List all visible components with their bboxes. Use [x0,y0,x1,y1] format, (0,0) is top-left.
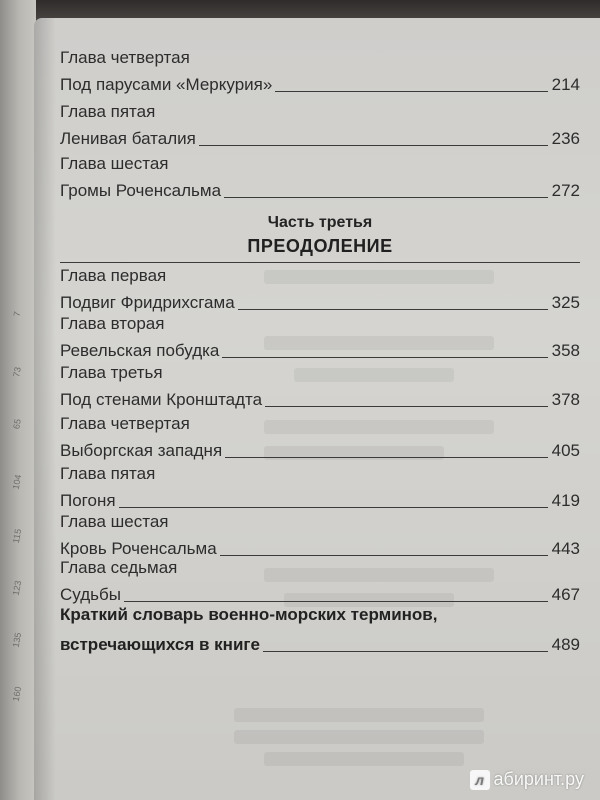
toc-title-line [60,488,580,512]
chapter-number: Глава четвертая [60,48,190,67]
toc-entry[interactable] [60,48,580,100]
toc-entry[interactable] [60,512,580,564]
toc-entry[interactable] [60,558,580,610]
page-number: 325 [551,293,580,312]
dot-leader [225,456,547,458]
toc-title-line [60,338,580,362]
labirint-logo-icon: л [470,770,490,790]
dot-leader [222,356,547,358]
chapter-number: Глава седьмая [60,558,178,577]
book-page [34,18,600,800]
chapter-title: Под парусами «Меркурия» [60,75,273,94]
margin-number: 123 [10,579,24,597]
margin-number: 65 [11,418,23,430]
toc-title-line [60,582,580,606]
glossary-title-line1: Краткий словарь военно-морских терминов, [60,605,438,624]
dot-leader [275,90,547,92]
part-label: Часть третья [267,214,373,231]
previous-page-margin-numbers [0,0,36,800]
toc-title-line [60,536,580,560]
margin-number: 104 [10,473,24,491]
toc-title-line [60,387,580,411]
chapter-title: Судьбы [60,585,121,604]
margin-number: 7 [11,310,23,318]
glossary-title-line2: встречающихся в книге [60,635,260,654]
toc-title-line [60,178,580,202]
page-number: 272 [551,181,580,200]
toc-entry[interactable] [60,363,580,415]
chapter-number: Глава пятая [60,102,156,121]
toc-entry[interactable] [60,266,580,318]
margin-number: 135 [10,631,24,649]
chapter-number: Глава шестая [60,512,169,531]
toc-title-line [60,290,580,314]
watermark-text: абиринт.ру [493,769,584,789]
toc-entry[interactable] [60,464,580,516]
chapter-title: Погоня [60,491,116,510]
table-of-contents [60,18,580,800]
page-gutter-shadow [34,18,56,800]
chapter-number: Глава шестая [60,154,169,173]
page-number: 405 [551,441,580,460]
dot-leader [119,506,548,508]
page-number: 419 [551,491,580,510]
dot-leader [124,600,548,602]
toc-title-line [60,630,580,656]
page-number: 467 [551,585,580,604]
chapter-title: Выборгская западня [60,441,223,460]
toc-entry[interactable] [60,314,580,366]
dot-leader [238,308,548,310]
dot-leader [220,554,548,556]
margin-number: 115 [10,528,24,544]
page-number: 358 [551,341,580,360]
dot-leader [263,650,548,652]
chapter-number: Глава первая [60,266,167,285]
page-number: 443 [551,539,580,558]
margin-number: 73 [11,366,23,378]
toc-entry-glossary[interactable] [60,604,580,674]
toc-entry[interactable] [60,414,580,466]
chapter-title: Ленивая баталия [60,129,196,148]
chapter-title: Подвиг Фридрихсгама [60,293,235,312]
toc-title-line [60,126,580,150]
toc-entry[interactable] [60,154,580,206]
toc-title-line [60,72,580,96]
chapter-number: Глава пятая [60,464,156,483]
dot-leader [265,405,548,407]
part-divider [60,262,580,263]
page-number: 214 [551,75,580,94]
toc-entry[interactable] [60,102,580,154]
chapter-title: Громы Роченсальма [60,181,222,200]
margin-number: 160 [10,685,24,703]
chapter-title: Под стенами Кронштадта [60,390,263,409]
page-number: 236 [551,129,580,148]
dot-leader [199,144,548,146]
chapter-number: Глава четвертая [60,414,190,433]
chapter-title: Ревельская побудка [60,341,220,360]
chapter-title: Кровь Роченсальма [60,539,217,558]
chapter-number: Глава третья [60,363,163,382]
page-number: 378 [551,390,580,409]
part-title: ПРЕОДОЛЕНИЕ [247,236,393,256]
toc-title-line [60,438,580,462]
dot-leader [224,196,548,198]
page-number: 489 [551,635,580,654]
watermark [470,769,584,790]
chapter-number: Глава вторая [60,314,165,333]
